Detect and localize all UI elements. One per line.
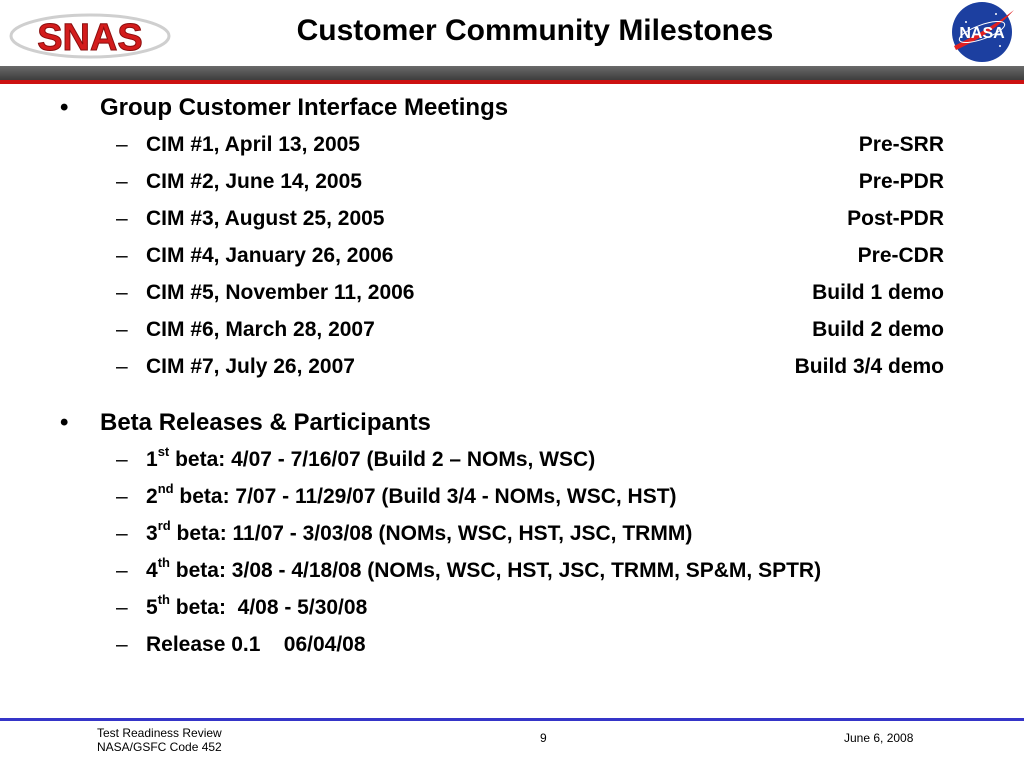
beta-label: [146, 552, 960, 589]
bullet-dot: •: [60, 94, 69, 121]
beta-item: [60, 515, 960, 552]
cim-label: CIM #7, July 26, 2007: [146, 355, 355, 378]
cim-item: [60, 163, 960, 200]
cim-label: CIM #3, August 25, 2005: [146, 207, 385, 230]
page-title: Customer Community Milestones: [296, 14, 774, 47]
beta-item: [60, 478, 960, 515]
dash-marker: –: [116, 633, 128, 656]
dash-marker: –: [116, 170, 128, 193]
beta-label: [146, 478, 960, 515]
cim-item: [60, 126, 960, 163]
beta-text: beta: 4/08 - 5/30/08: [169, 596, 368, 619]
section-heading-beta: [60, 405, 960, 441]
footer-org: NASA/GSFC Code 452: [97, 740, 222, 754]
snas-logo: [8, 10, 173, 60]
beta-text: Release 0.1 06/04/08: [146, 633, 366, 656]
cim-item: [60, 348, 960, 385]
dash-marker: –: [116, 485, 128, 508]
cim-label: CIM #6, March 28, 2007: [146, 318, 375, 341]
cim-item: [60, 274, 960, 311]
beta-ordinal-suffix: rd: [157, 518, 171, 533]
beta-ordinal-suffix: th: [157, 592, 170, 607]
footer-left: [97, 726, 222, 754]
dash-marker: –: [116, 207, 128, 230]
beta-text: beta: 4/07 - 7/16/07 (Build 2 – NOMs, WSC): [169, 448, 596, 471]
cim-milestone: Build 1 demo: [812, 281, 944, 304]
footer-divider: [0, 718, 1024, 721]
cim-milestone: Build 3/4 demo: [794, 355, 944, 378]
cim-milestone: Pre-CDR: [857, 244, 944, 267]
page-number: 9: [540, 731, 547, 745]
cim-item: [60, 237, 960, 274]
slide-content: [60, 90, 960, 663]
cim-label: CIM #5, November 11, 2006: [146, 281, 415, 304]
beta-text: beta: 11/07 - 3/03/08 (NOMs, WSC, HST, JSC, TRMM): [170, 522, 693, 545]
section-heading-text: Group Customer Interface Meetings: [100, 94, 509, 121]
header-band: [0, 66, 1024, 80]
beta-ordinal: 2: [146, 485, 158, 508]
footer-review-name: Test Readiness Review: [97, 726, 222, 740]
beta-item: [60, 552, 960, 589]
snas-logo-text: SNAS: [37, 17, 143, 59]
dash-marker: –: [116, 559, 128, 582]
footer-date: June 6, 2008: [844, 731, 914, 745]
cim-label: CIM #4, January 26, 2006: [146, 244, 394, 267]
dash-marker: –: [116, 133, 128, 156]
cim-milestone: Pre-PDR: [858, 170, 944, 193]
beta-text: beta: 7/07 - 11/29/07 (Build 3/4 - NOMs, WSC, HST): [173, 485, 677, 508]
header-accent-line: [0, 80, 1024, 84]
dash-marker: –: [116, 244, 128, 267]
beta-item: [60, 441, 960, 478]
dash-marker: –: [116, 522, 128, 545]
cim-item: [60, 311, 960, 348]
bullet-dot: •: [60, 409, 69, 436]
dash-marker: –: [116, 596, 128, 619]
cim-label: CIM #1, April 13, 2005: [146, 133, 360, 156]
dash-marker: –: [116, 281, 128, 304]
beta-label: [146, 589, 960, 626]
cim-list: [60, 126, 960, 385]
beta-ordinal-suffix: th: [157, 555, 170, 570]
beta-ordinal: 5: [146, 596, 158, 619]
beta-text: beta: 3/08 - 4/18/08 (NOMs, WSC, HST, JSC, TRMM, SP&M, SPTR): [169, 559, 822, 582]
beta-item: [60, 589, 960, 626]
cim-milestone: Post-PDR: [847, 207, 944, 230]
beta-ordinal: 1: [146, 448, 158, 471]
dash-marker: –: [116, 355, 128, 378]
dash-marker: –: [116, 448, 128, 471]
dash-marker: –: [116, 318, 128, 341]
beta-label: [146, 441, 960, 478]
section-heading-text: Beta Releases & Participants: [100, 409, 431, 436]
beta-ordinal-suffix: nd: [157, 481, 174, 496]
section-heading-cim: [60, 90, 960, 126]
beta-list: [60, 441, 960, 663]
beta-ordinal: 3: [146, 522, 158, 545]
cim-milestone: Pre-SRR: [858, 133, 944, 156]
beta-ordinal: 4: [146, 559, 158, 582]
cim-milestone: Build 2 demo: [812, 318, 944, 341]
beta-label: [146, 515, 960, 552]
nasa-logo: [948, 0, 1016, 64]
beta-label: [146, 626, 960, 663]
beta-ordinal-suffix: st: [157, 444, 170, 459]
cim-label: CIM #2, June 14, 2005: [146, 170, 362, 193]
beta-item: [60, 626, 960, 663]
cim-item: [60, 200, 960, 237]
nasa-logo-text: NASA: [959, 25, 1005, 42]
